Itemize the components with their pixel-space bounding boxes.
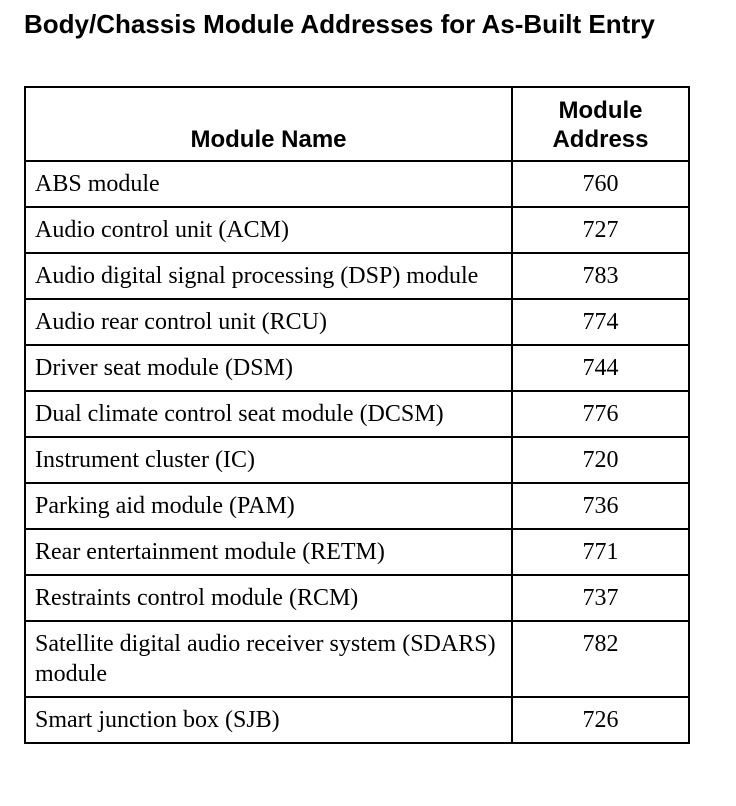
table-row <box>25 345 689 391</box>
module-name-cell: Dual climate control seat module (DCSM) <box>25 391 512 437</box>
module-address-cell: 771 <box>512 529 689 575</box>
module-address-cell: 744 <box>512 345 689 391</box>
table-row <box>25 697 689 743</box>
module-address-table <box>24 86 690 744</box>
table-row <box>25 253 689 299</box>
module-address-cell: 783 <box>512 253 689 299</box>
column-header-module-name <box>25 87 512 161</box>
module-address-cell: 736 <box>512 483 689 529</box>
table-row <box>25 299 689 345</box>
module-name-cell: Audio digital signal processing (DSP) module <box>25 253 512 299</box>
module-name-cell: Instrument cluster (IC) <box>25 437 512 483</box>
table-row <box>25 161 689 207</box>
table-row <box>25 621 689 697</box>
table-row <box>25 437 689 483</box>
module-name-cell: Restraints control module (RCM) <box>25 575 512 621</box>
column-header-module-address-line2: Address <box>552 126 649 153</box>
page-title: Body/Chassis Module Addresses for As-Built Entry <box>24 9 655 39</box>
module-address-cell: 720 <box>512 437 689 483</box>
module-name-cell: Satellite digital audio receiver system (SDARS) module <box>25 621 512 697</box>
module-address-cell: 726 <box>512 697 689 743</box>
module-address-cell: 727 <box>512 207 689 253</box>
table-row <box>25 483 689 529</box>
module-name-cell: Parking aid module (PAM) <box>25 483 512 529</box>
module-name-cell: Audio rear control unit (RCU) <box>25 299 512 345</box>
module-name-cell: Audio control unit (ACM) <box>25 207 512 253</box>
table-row <box>25 391 689 437</box>
module-address-cell: 774 <box>512 299 689 345</box>
module-name-cell: ABS module <box>25 161 512 207</box>
module-name-cell: Rear entertainment module (RETM) <box>25 529 512 575</box>
module-name-cell: Smart junction box (SJB) <box>25 697 512 743</box>
column-header-module-address <box>512 87 689 161</box>
module-name-cell: Driver seat module (DSM) <box>25 345 512 391</box>
table-row <box>25 529 689 575</box>
module-address-cell: 737 <box>512 575 689 621</box>
column-header-module-address-line1: Module <box>558 97 643 124</box>
table-header-row <box>25 87 689 161</box>
module-address-cell: 776 <box>512 391 689 437</box>
table-row <box>25 207 689 253</box>
column-header-module-name-label: Module Name <box>190 126 347 153</box>
module-address-cell: 760 <box>512 161 689 207</box>
table-row <box>25 575 689 621</box>
module-address-cell: 782 <box>512 621 689 697</box>
